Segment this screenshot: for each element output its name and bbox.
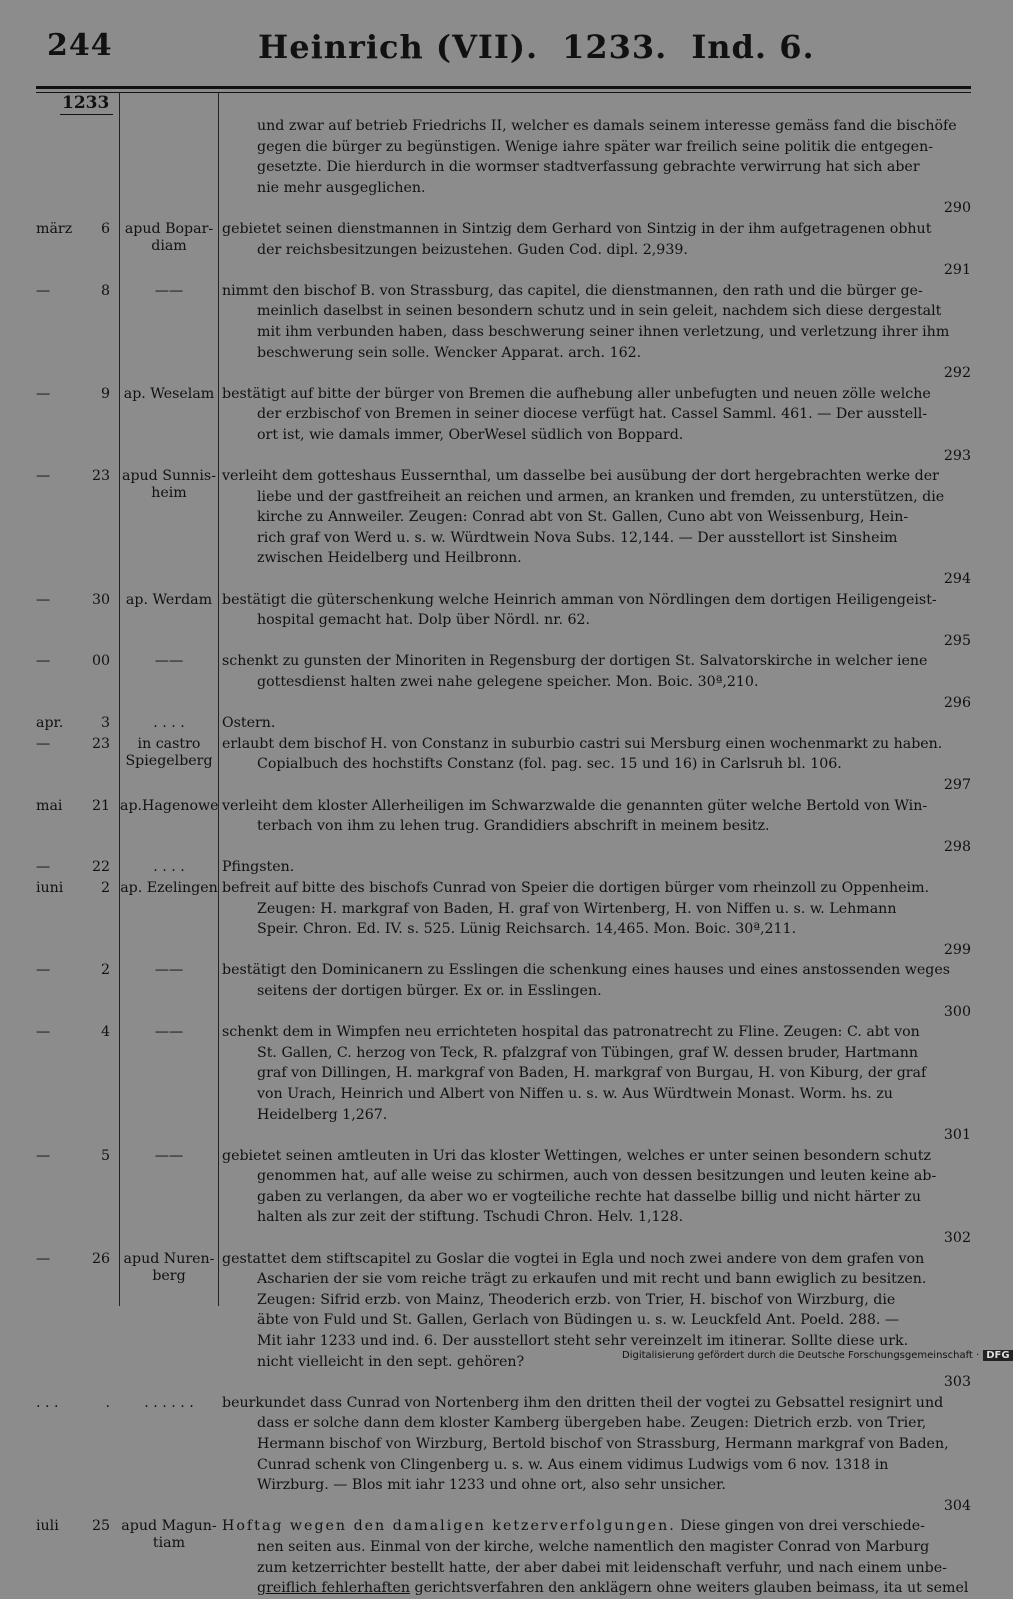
entry-text <box>222 651 971 713</box>
entry-month: — <box>36 653 51 670</box>
regest-entry <box>0 219 1000 281</box>
entry-date <box>36 857 110 878</box>
entry-line: meinlich daselbst in seinen besondern schutz und in sein geleit, nachdem sich diese dergestalt <box>257 303 942 320</box>
entry-line: Zeugen: Sifrid erzb. von Mainz, Theoderich erzb. von Trier, H. bischof von Wirzburg, die <box>257 1291 896 1308</box>
entry-day: 30 <box>91 591 110 608</box>
entry-line: erlaubt dem bischof H. von Constanz in suburbio castri sui Mersburg einen wochenmarkt zu haben. <box>222 735 943 752</box>
entry-line: dass er solche dann dem kloster Kamberg übergeben habe. Zeugen: Dietrich erzb. von Trier, <box>257 1415 927 1432</box>
entry-line: Mit iahr 1233 und ind. 6. Der ausstellort steht sehr vereinzelt im itinerar. Sollte diese urk. <box>257 1333 909 1350</box>
entry-day: 6 <box>100 220 110 237</box>
spaced-heading: Hoftag wegen den damaligen ketzerverfolgungen. <box>222 1518 676 1535</box>
entry-day: 4 <box>100 1024 110 1041</box>
entry-day: . <box>105 1394 110 1411</box>
entry-place: in castro Spiegelberg <box>125 735 213 769</box>
entry-line: genommen hat, auf alle weise zu schirmen, auch von dessen besitzungen und leuten keine ab- <box>257 1168 937 1185</box>
running-header <box>0 28 1000 72</box>
header-rule-thin <box>36 92 971 93</box>
entry-line: verleiht dem gotteshaus Eussernthal, um dasselbe bei ausübung der dort hergebrachten werke der <box>222 468 939 485</box>
entry-line: und zwar auf betrieb Friedrichs II, welcher es damals seinem interesse gemäss fand die bischöfe <box>257 118 957 134</box>
entry-line: kirche zu Annweiler. Zeugen: Conrad abt von St. Gallen, Cuno abt von Weissenburg, Hein- <box>257 509 909 526</box>
entry-line: bestätigt die güterschenkung welche Heinrich amman von Nördlingen dem dortigen Heiligengeist- <box>222 591 937 608</box>
entry-line: zum ketzerrichter bestellt hatte, der aber dabei mit leidenschaft verfuhr, und nach einem unbe- <box>257 1559 947 1576</box>
entry-month: — <box>36 859 51 876</box>
title-indiction: Ind. 6. <box>691 28 815 66</box>
entry-number: 294 <box>943 571 971 588</box>
entry-date <box>36 1249 110 1270</box>
entry-line <box>222 1516 971 1537</box>
regesta-entries <box>0 116 1000 1599</box>
entry-number: 300 <box>943 1003 971 1020</box>
entry-text <box>222 1146 971 1249</box>
entry-number: 297 <box>943 777 971 793</box>
entry-month: iuli <box>36 1518 59 1535</box>
entry-line: befreit auf bitte des bischofs Cunrad von Speier die dortigen bürger vom rheinzoll zu Oppenheim. <box>222 879 930 896</box>
dfg-logo: DFG <box>983 1350 1012 1361</box>
entry-date <box>36 1516 110 1537</box>
entry-line: nen seiten aus. Einmal von der kirche, welche namentlich den magister Conrad von Marburg <box>257 1538 930 1555</box>
entry-line: Cunrad schenk von Clingenberg u. s. w. Aus einem vidimus Ludwigs vom 6 nov. 1318 in <box>257 1456 889 1473</box>
regest-entry <box>0 1249 1000 1393</box>
entry-number: 290 <box>943 200 971 217</box>
entry-number: 301 <box>943 1127 971 1144</box>
entry-line: schenkt dem in Wimpfen neu errichteten hospital das patronatrecht zu Fline. Zeugen: C. abt von <box>222 1024 920 1041</box>
entry-place: ap. Ezelingen <box>120 879 218 896</box>
entry-month: iuni <box>36 879 64 896</box>
entry-date <box>36 1393 110 1414</box>
entry-month: — <box>36 1250 51 1267</box>
entry-month: — <box>36 385 51 402</box>
entry-date <box>36 796 110 817</box>
entry-day: 9 <box>100 385 110 402</box>
entry-line: verleiht dem kloster Allerheiligen im Schwarzwalde die genannten güter welche Bertold von Win- <box>222 797 928 814</box>
entry-line: hospital gemacht hat. Dolp über Nördl. nr. 62. <box>257 612 591 629</box>
entry-date <box>36 466 110 487</box>
entry-day: 21 <box>91 797 110 814</box>
entry-line-rest: gerichtsverfahren den anklägern ohne weiters glauben beimass, ita ut semel <box>409 1580 969 1597</box>
entry-text <box>222 857 971 878</box>
entry-place: apud Nuren-berg <box>123 1250 215 1284</box>
entry-place: . . . . . . <box>144 1394 194 1411</box>
entry-date <box>36 651 110 672</box>
entry-number: 292 <box>943 365 971 382</box>
entry-line: nicht vielleicht in den sept. gehören? <box>257 1353 525 1370</box>
regest-entry <box>0 384 1000 466</box>
entry-line: beurkundet dass Cunrad von Nortenberg ihm den dritten theil der vogtei zu Gebsattel resignirt und <box>222 1394 944 1411</box>
entry-date <box>36 281 110 302</box>
entry-line: gesetzte. Die hierdurch in die wormser stadtverfassung gebrachte verwirrung hat sich aber <box>257 159 920 176</box>
entry-line: nimmt den bischof B. von Strassburg, das capitel, die dienstmannen, den rath und die bürger ge- <box>222 282 923 299</box>
entry-month: — <box>36 468 51 485</box>
entry-number: 295 <box>943 632 971 649</box>
entry-place: —— <box>154 962 184 979</box>
entry-text <box>222 1516 971 1598</box>
year-cell: 1233 <box>62 93 110 113</box>
regest-entry <box>0 1516 1000 1598</box>
entry-line: Zeugen: H. markgraf von Baden, H. graf von Wirtenberg, H. von Niffen u. s. w. Lehmann <box>257 900 897 917</box>
entry-month: . . . <box>36 1394 59 1411</box>
entry-line: gaben zu verlangen, da aber wo er vogteiliche rechte hat dasselbe billig und nicht härter zu <box>257 1188 921 1205</box>
footer-text: Digitalisierung gefördert durch die Deutsche Forschungsgemeinschaft <box>622 1350 973 1361</box>
page-number: 244 <box>47 28 113 63</box>
entry-line: bestätigt den Dominicanern zu Esslingen die schenkung eines hauses und eines anstossenden weges <box>222 962 951 979</box>
regest-entry <box>0 466 1000 590</box>
entry-date <box>36 219 110 240</box>
footer-credit: Digitalisierung gefördert durch die Deutsche Forschungsgemeinschaft · DFG <box>622 1350 1013 1361</box>
entry-place: apud Sunnis-heim <box>121 468 216 502</box>
entry-text <box>222 713 971 734</box>
entry-line: Heidelberg 1,267. <box>257 1106 388 1123</box>
title-year: 1233. <box>562 28 668 66</box>
entry-place: ap.Hagenowe <box>120 797 219 814</box>
entry-line: St. Gallen, C. herzog von Teck, R. pfalzgraf von Tübingen, graf W. dessen bruder, Hartmann <box>257 1044 918 1061</box>
entry-place: —— <box>154 282 184 299</box>
entry-month: — <box>36 1024 51 1041</box>
entry-text <box>222 384 971 466</box>
entry-line: gestattet dem stiftscapitel zu Goslar die vogtei in Egla und noch zwei andere von dem grafen von <box>222 1250 925 1267</box>
entry-date <box>36 713 110 734</box>
entry-line: Pfingsten. <box>222 859 295 876</box>
regest-entry <box>0 651 1000 713</box>
underlined-phrase: greiflich fehlerhaften <box>257 1580 410 1597</box>
entry-text <box>222 466 971 590</box>
entry-text <box>222 1249 971 1393</box>
entry-month: märz <box>36 220 73 237</box>
entry-day: 00 <box>91 653 110 670</box>
entry-line: halten als zur zeit der stiftung. Tschudi Chron. Helv. 1,128. <box>257 1209 684 1226</box>
entry-line: der reichsbesitzungen beizustehen. Guden Cod. dipl. 2,939. <box>257 241 688 258</box>
regest-entry <box>0 796 1000 858</box>
entry-text <box>222 590 971 652</box>
entry-text <box>222 796 971 858</box>
entry-day: 22 <box>91 859 110 876</box>
entry-place: —— <box>154 1024 184 1041</box>
entry-line <box>222 1578 971 1599</box>
entry-line: terbach von ihm zu lehen trug. Grandidiers abschrift in meinem besitz. <box>257 818 770 835</box>
entry-line: gebietet seinen amtleuten in Uri das kloster Wettingen, welches er unter seinen besondern schutz <box>222 1147 931 1164</box>
entry-line: Ascharien der sie vom reiche trägt zu erkaufen und mit recht und bann ewiglich zu besitzen. <box>257 1271 927 1288</box>
entry-number: 293 <box>943 447 971 464</box>
entry-number: 299 <box>943 941 971 958</box>
entry-line-rest: Diese gingen von drei verschiede- <box>675 1518 925 1535</box>
entry-number: 298 <box>943 838 971 855</box>
entry-date <box>36 1146 110 1167</box>
entry-line: schenkt zu gunsten der Minoriten in Regensburg der dortigen St. Salvatorskirche in welcher iene <box>222 653 928 670</box>
entry-number: 303 <box>943 1374 971 1391</box>
entry-month: — <box>36 282 51 299</box>
entry-line: gottesdienst halten zwei nahe gelegene speicher. Mon. Boic. 30ª,210. <box>257 674 759 691</box>
entry-place <box>120 116 218 118</box>
entry-place: apud Magun-tiam <box>121 1518 217 1552</box>
entry-month: mai <box>36 797 63 814</box>
entry-day: 25 <box>91 1518 110 1535</box>
entry-place: —— <box>154 1147 184 1164</box>
regest-entry <box>0 857 1000 878</box>
title-name: Heinrich (VII). <box>258 28 539 66</box>
entry-line: gegen die bürger zu begünstigen. Wenige iahre später war freilich seine politik die entgegen- <box>257 138 934 155</box>
entry-line: liebe und der gastfreiheit an reichen und armen, an kranken und fremden, zu unterstützen, die <box>257 488 945 505</box>
entry-line: zwischen Heidelberg und Heilbronn. <box>257 550 522 567</box>
entry-text <box>222 1393 971 1517</box>
entry-date <box>36 878 110 899</box>
regest-entry <box>0 878 1000 960</box>
entry-number: 302 <box>943 1230 971 1247</box>
entry-line: von Urach, Heinrich und Albert von Niffen u. s. w. Aus Würdtwein Monast. Worm. hs. zu <box>257 1085 893 1102</box>
entry-day: 2 <box>100 962 110 979</box>
entry-text <box>222 878 971 960</box>
regest-entry <box>0 1146 1000 1249</box>
entry-day: 2 <box>100 879 110 896</box>
entry-place: ap. Werdam <box>125 591 213 608</box>
entry-month: — <box>36 735 51 752</box>
entry-text <box>222 1022 971 1146</box>
entry-day: 23 <box>91 468 110 485</box>
entry-line: mit ihm verbunden haben, dass beschwerung seiner ihnen verletzung, und verletzung ihrer ihm <box>257 323 950 340</box>
regest-entry <box>0 1022 1000 1146</box>
entry-text <box>222 960 971 1022</box>
regest-entry <box>0 1393 1000 1517</box>
entry-text <box>222 281 971 384</box>
entry-date <box>36 384 110 405</box>
header-rule-thick <box>36 86 971 89</box>
regest-entry <box>0 960 1000 1022</box>
entry-line: Hermann bischof von Wirzburg, Bertold bischof von Strassburg, Hermann markgraf von Baden, <box>257 1436 949 1452</box>
entry-date <box>36 590 110 611</box>
entry-month: — <box>36 1147 51 1164</box>
entry-day: 8 <box>100 282 110 299</box>
regest-entry <box>0 116 1000 219</box>
running-title <box>258 28 839 66</box>
entry-number: 291 <box>943 262 971 279</box>
entry-line: rich graf von Werd u. s. w. Würdtwein Nova Subs. 12,144. — Der ausstellort ist Sinsheim <box>257 529 898 546</box>
entry-date <box>36 960 110 981</box>
regest-entry <box>0 281 1000 384</box>
entry-month: — <box>36 962 51 979</box>
regest-entry <box>0 713 1000 734</box>
entry-place: —— <box>154 653 184 670</box>
entry-place: ap. Weselam <box>123 385 215 402</box>
entry-line: Ostern. <box>222 715 276 732</box>
entry-line: beschwerung sein solle. Wencker Apparat. arch. 162. <box>257 344 642 361</box>
entry-text <box>222 116 971 219</box>
entry-date <box>36 1022 110 1043</box>
entry-line: graf von Dillingen, H. markgraf von Baden, H. markgraf von Burgau, H. von Kiburg, der graf <box>257 1065 927 1082</box>
entry-line: Wirzburg. — Blos mit iahr 1233 und ohne ort, also sehr unsicher. <box>257 1477 726 1494</box>
entry-day: 26 <box>91 1250 110 1267</box>
entry-line: seitens der dortigen bürger. Ex or. in Esslingen. <box>257 982 602 999</box>
entry-text <box>222 734 971 796</box>
entry-month: apr. <box>36 715 64 732</box>
entry-line: der erzbischof von Bremen in seiner diocese verfügt hat. Cassel Samml. 461. — Der ausstell- <box>257 406 928 423</box>
entry-line: nie mehr ausgeglichen. <box>257 179 426 196</box>
regest-entry <box>0 734 1000 796</box>
entry-line: Speir. Chron. Ed. IV. s. 525. Lünig Reichsarch. 14,465. Mon. Boic. 30ª,211. <box>257 921 797 938</box>
entry-line: äbte von Fuld und St. Gallen, Gerlach von Büdingen u. s. w. Leuckfeld Ant. Poeld. 288. — <box>257 1312 900 1329</box>
entry-day: 3 <box>100 715 110 732</box>
entry-line: gebietet seinen dienstmannen in Sintzig dem Gerhard von Sintzig in der ihm aufgetragenen obhut <box>222 220 932 237</box>
entry-month: — <box>36 591 51 608</box>
entry-place: . . . . <box>153 859 185 876</box>
entry-place: . . . . <box>153 715 185 732</box>
entry-line: bestätigt auf bitte der bürger von Bremen die aufhebung aller unbefugten und neuen zölle welche <box>222 385 931 402</box>
entry-line: Copialbuch des hochstifts Constanz (fol. pag. sec. 15 und 16) in Carlsruh bl. 106. <box>257 756 842 773</box>
regest-entry <box>0 590 1000 652</box>
entry-text <box>222 219 971 281</box>
entry-date <box>36 734 110 755</box>
entry-day: 5 <box>100 1147 110 1164</box>
entry-number: 296 <box>943 694 971 711</box>
entry-line: ort ist, wie damals immer, OberWesel südlich von Boppard. <box>257 426 684 443</box>
entry-day: 23 <box>91 735 110 752</box>
entry-number: 304 <box>943 1497 971 1514</box>
entry-place: apud Bopar-diam <box>124 220 214 254</box>
